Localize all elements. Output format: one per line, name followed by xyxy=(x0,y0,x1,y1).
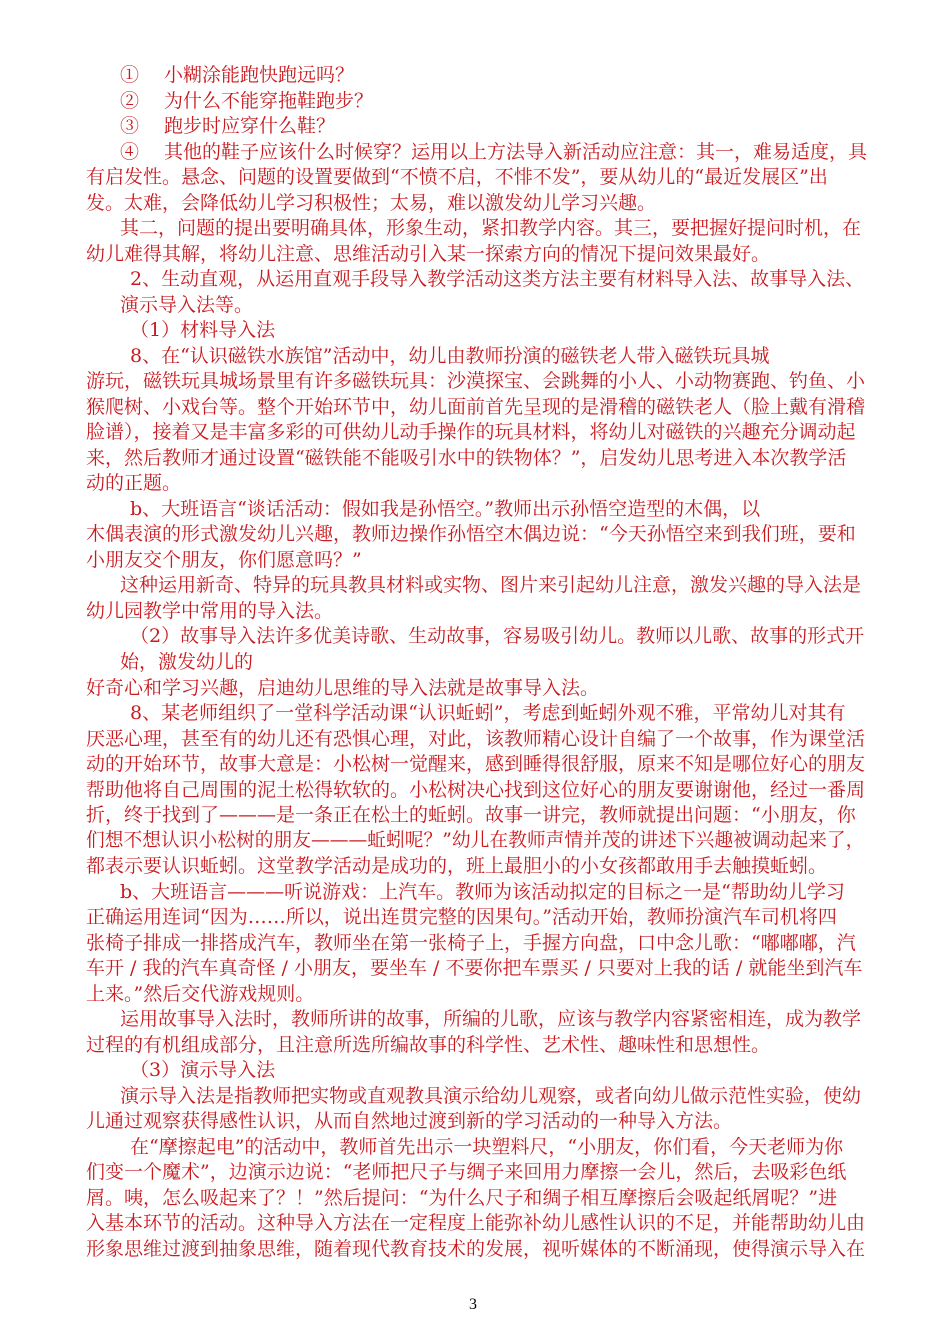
text-line: 8、在“认识磁铁水族馆”活动中，幼儿由教师扮演的磁铁老人带入磁铁玩具城 xyxy=(130,345,770,367)
text-line: 这种运用新奇、特异的玩具教具材料或实物、图片来引起幼儿注意，激发兴趣的导入法是 xyxy=(120,574,862,596)
text-line: b、大班语言“谈话活动：假如我是孙悟空。”教师出示孙悟空造型的木偶，以 xyxy=(130,498,761,520)
section-heading: （1）材料导入法 xyxy=(130,319,276,341)
text-line: 来，然后教师才通过设置“磁铁能不能吸引水中的铁物体？”，启发幼儿思考进入本次教学活 xyxy=(86,447,847,469)
text-line: 正确运用连词“因为……所以，说出连贯完整的因果句。”活动开始，教师扮演汽车司机将四 xyxy=(86,906,837,928)
text-line: b、大班语言———听说游戏：上汽车。教师为该活动拟定的目标之一是“帮助幼儿学习 xyxy=(120,881,845,903)
text-line: 入基本环节的活动。这种导入方法在一定程度上能弥补幼儿感性认识的不足，并能帮助幼儿由 xyxy=(86,1212,866,1234)
page-number: 3 xyxy=(469,1296,477,1313)
text-line: ② 为什么不能穿拖鞋跑步？ xyxy=(120,90,374,112)
text-line: 们想不想认识小松树的朋友———蚯蚓呢？”幼儿在教师声情并茂的讲述下兴趣被调动起来了， xyxy=(86,830,865,851)
text-line: 都表示要认识蚯蚓。这堂教学活动是成功的，班上最胆小的小女孩都敢用手去触摸蚯蚓。 xyxy=(86,855,828,877)
text-line: 屑。咦，怎么吸起来了？！”然后提问：“为什么尺子和绸子相互摩擦后会吸起纸屑呢？”进 xyxy=(86,1187,838,1209)
section-heading: （3）演示导入法 xyxy=(130,1059,276,1081)
text-line: 演示导入法等。 xyxy=(120,294,254,316)
text-line: 在“摩擦起电”的活动中，教师首先出示一块塑料尺，“小朋友，你们看，今天老师为你 xyxy=(130,1136,844,1158)
text-line: 形象思维过渡到抽象思维，随着现代教育技术的发展，视听媒体的不断涌现，使得演示导入在 xyxy=(86,1238,866,1260)
text-line: 木偶表演的形式激发幼儿兴趣，教师边操作孙悟空木偶边说：“今天孙悟空来到我们班，要和 xyxy=(86,523,856,545)
text-line: ③ 跑步时应穿什么鞋？ xyxy=(120,115,336,137)
text-line: 过程的有机组成部分，且注意所选所编故事的科学性、艺术性、趣味性和思想性。 xyxy=(86,1034,771,1056)
text-line: 发。太难，会降低幼儿学习积极性；太易，难以激发幼儿学习兴趣。 xyxy=(86,192,657,214)
text-line: 猴爬树、小戏台等。整个开始环节中，幼儿面前首先呈现的是滑稽的磁铁老人（脸上戴有滑稽 xyxy=(86,396,866,418)
text-line: 张椅子排成一排搭成汽车，教师坐在第一张椅子上，手握方向盘，口中念儿歌：“嘟嘟嘟，汽 xyxy=(86,932,856,954)
text-line: 们变一个魔术”，边演示边说：“老师把尺子与绸子来回用力摩擦一会儿，然后，去吸彩色纸 xyxy=(86,1161,847,1183)
section-heading: （2）故事导入法许多优美诗歌、生动故事，容易吸引幼儿。教师以儿歌、故事的形式开 xyxy=(130,625,865,647)
text-line: 2、生动直观，从运用直观手段导入教学活动这类方法主要有材料导入法、故事导入法、 xyxy=(130,268,865,290)
text-line: 好奇心和学习兴趣，启迪幼儿思维的导入法就是故事导入法。 xyxy=(86,677,600,699)
text-line: 幼儿园教学中常用的导入法。 xyxy=(86,600,334,622)
text-line: 儿通过观察获得感性认识，从而自然地过渡到新的学习活动的一种导入方法。 xyxy=(86,1110,733,1132)
text-line: ① 小糊涂能跑快跑远吗？ xyxy=(120,64,355,86)
text-line: 脸谱），接着又是丰富多彩的可供幼儿动手操作的玩具材料，将幼儿对磁铁的兴趣充分调动起 xyxy=(86,421,856,443)
text-line: 运用故事导入法时，教师所讲的故事，所编的儿歌，应该与教学内容紧密相连，成为教学 xyxy=(120,1008,862,1030)
text-line: 演示导入法是指教师把实物或直观教具演示给幼儿观察，或者向幼儿做示范性实验，使幼 xyxy=(120,1085,862,1107)
text-line: 折，终于找到了———是一条正在松土的蚯蚓。故事一讲完，教师就提出问题：“小朋友，你 xyxy=(86,804,856,826)
text-line: ④ 其他的鞋子应该什么时候穿？运用以上方法导入新活动应注意：其一，难易适度，具 xyxy=(120,141,868,163)
text-line: 车开 / 我的汽车真奇怪 / 小朋友，要坐车 / 不要你把车票买 / 只要对上我的话 / 就能坐到汽车 xyxy=(86,957,863,979)
text-line: 上来。”然后交代游戏规则。 xyxy=(86,983,315,1005)
text-line: 厌恶心理，甚至有的幼儿还有恐惧心理，对此，该教师精心设计自编了一个故事，作为课堂活 xyxy=(86,728,866,750)
text-line: 有启发性。悬念、问题的设置要做到“不愤不启，不悱不发”，要从幼儿的“最近发展区”出 xyxy=(86,166,828,188)
text-line: 帮助他将自己周围的泥土松得软软的。小松树决心找到这位好心的朋友要谢谢他，经过一番周 xyxy=(86,779,866,801)
text-line: 小朋友交个朋友，你们愿意吗？” xyxy=(86,549,362,571)
text-line: 动的开始环节，故事大意是：小松树一觉醒来，感到睡得很舒服，原来不知是哪位好心的朋友 xyxy=(86,753,866,775)
text-line: 动的正题。 xyxy=(86,472,182,494)
text-line: 游玩，磁铁玩具城场景里有许多磁铁玩具：沙漠探宝、会跳舞的小人、小动物赛跑、钓鱼、小 xyxy=(86,370,866,392)
text-line: 幼儿难得其解，将幼儿注意、思维活动引入某一探索方向的情况下提问效果最好。 xyxy=(86,243,771,265)
text-line: 始，激发幼儿的 xyxy=(120,651,254,673)
text-line: 其二，问题的提出要明确具体，形象生动，紧扣教学内容。其三，要把握好提问时机，在 xyxy=(120,217,862,239)
text-line: 8、某老师组织了一堂科学活动课“认识蚯蚓”，考虑到蚯蚓外观不雅，平常幼儿对其有 xyxy=(130,702,846,724)
